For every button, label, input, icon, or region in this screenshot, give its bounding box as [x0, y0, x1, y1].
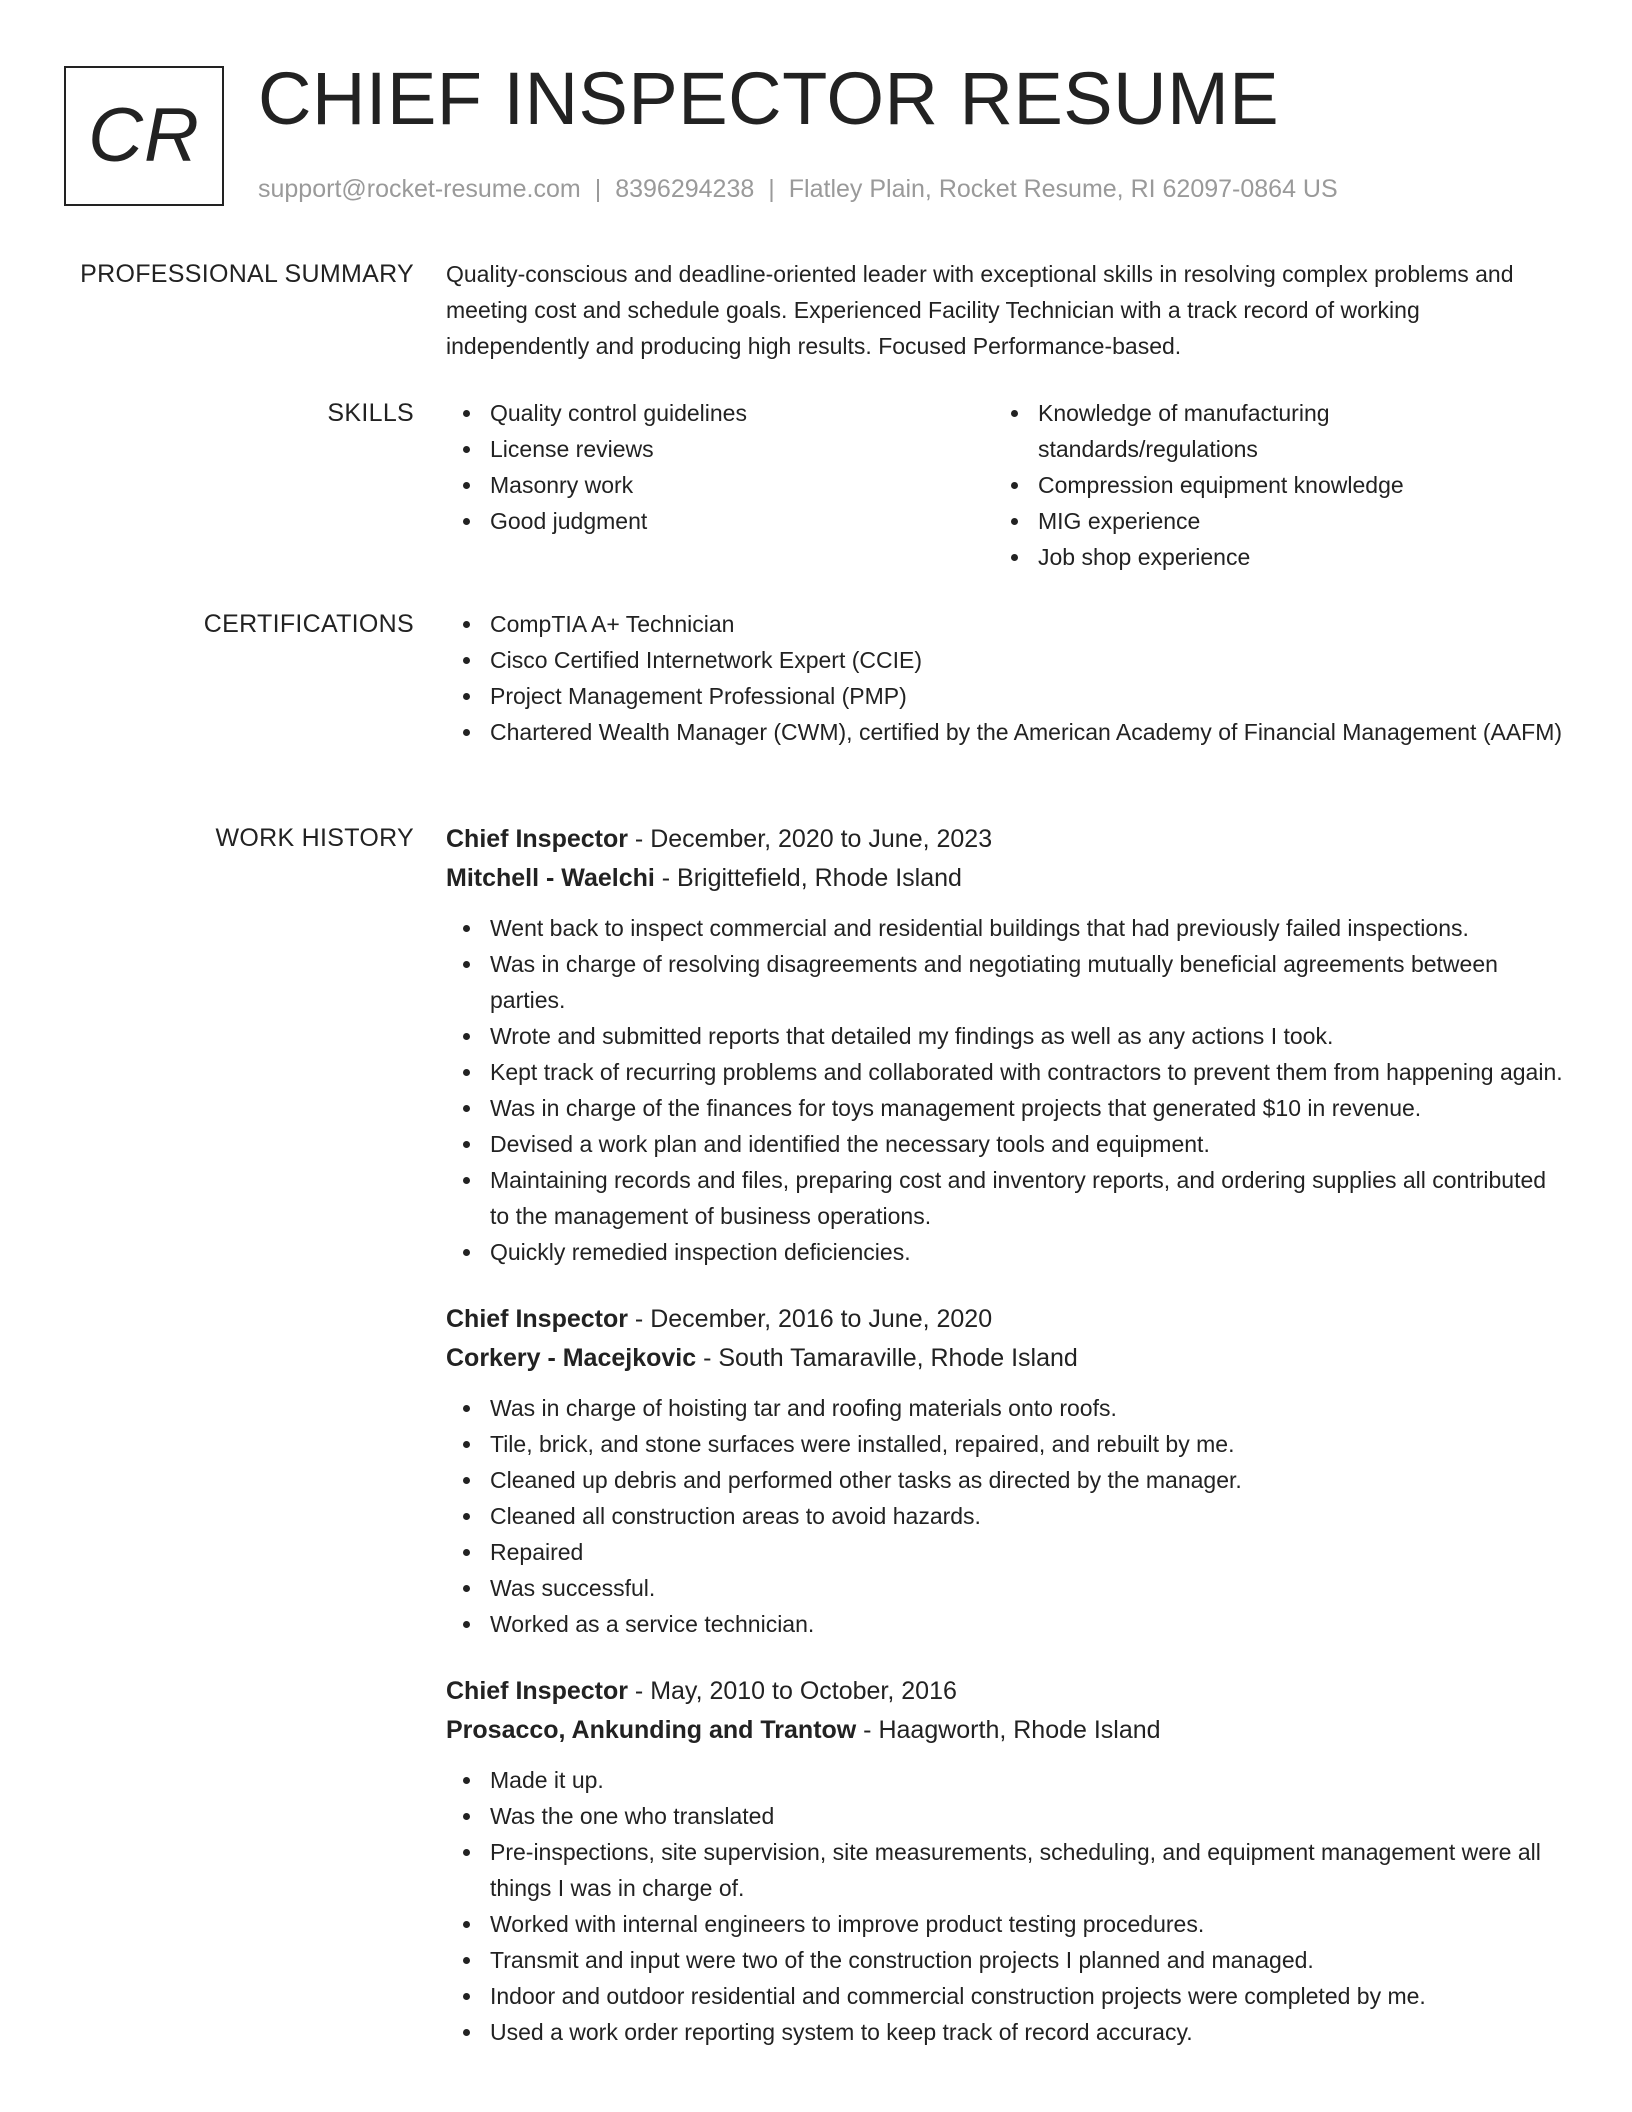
job-company-line — [446, 1339, 1566, 1378]
job-title-line — [446, 1300, 1566, 1339]
job-duty-item: Wrote and submitted reports that detailed my findings as well as any actions I took. — [490, 1018, 1566, 1054]
job-duty-item: Maintaining records and files, preparing cost and inventory reports, and ordering supplies all contributed to the management of business operations. — [490, 1162, 1566, 1234]
job-title: Chief Inspector — [446, 825, 628, 853]
job-entry — [446, 820, 1566, 1270]
job-duty-item: Was the one who translated — [490, 1798, 1566, 1834]
job-company-line — [446, 859, 1566, 898]
job-company-line — [446, 1711, 1566, 1750]
job-duty-item: Kept track of recurring problems and collaborated with contractors to prevent them from happening again. — [490, 1054, 1566, 1090]
job-location: - Haagworth, Rhode Island — [856, 1716, 1161, 1744]
job-duty-item: Made it up. — [490, 1762, 1566, 1798]
job-duties-list — [446, 910, 1566, 1270]
skill-item: Good judgment — [490, 503, 994, 539]
skill-item: MIG experience — [1038, 503, 1542, 539]
section-label-certifications: CERTIFICATIONS — [203, 610, 414, 638]
job-duty-item: Was in charge of resolving disagreements and negotiating mutually beneficial agreements between parties. — [490, 946, 1566, 1018]
section-label-work-history: WORK HISTORY — [215, 824, 414, 852]
monogram-initials: CR — [88, 93, 200, 178]
skill-item: License reviews — [490, 431, 994, 467]
skills-column-left — [446, 395, 994, 575]
skills-list-left — [446, 395, 994, 539]
summary-text: Quality-conscious and deadline-oriented leader with exceptional skills in resolving complex problems and meeting cost and schedule goals. Experienced Facility Technician with a track record of working independently and producing high results. Focused Performance-based. — [446, 261, 1514, 359]
job-duty-item: Cleaned all construction areas to avoid hazards. — [490, 1498, 1566, 1534]
job-duties-list — [446, 1762, 1566, 2050]
contact-phone: 8396294238 — [615, 175, 755, 203]
skill-item: Job shop experience — [1038, 539, 1542, 575]
contact-address: Flatley Plain, Rocket Resume, RI 62097-0864 US — [788, 175, 1338, 203]
contact-separator: | — [594, 175, 602, 203]
job-company: Prosacco, Ankunding and Trantow — [446, 1716, 857, 1744]
section-label-summary: PROFESSIONAL SUMMARY — [80, 260, 414, 288]
job-duty-item: Repaired — [490, 1534, 1566, 1570]
certification-item: Project Management Professional (PMP) — [490, 678, 1566, 714]
job-dates: - December, 2016 to June, 2020 — [627, 1305, 993, 1333]
section-label-skills: SKILLS — [327, 399, 414, 427]
work-history-body — [446, 820, 1566, 2080]
contact-separator: | — [768, 175, 775, 203]
job-duties-list — [446, 1390, 1566, 1642]
certification-item: Chartered Wealth Manager (CWM), certified by the American Academy of Financial Management (AAFM) — [490, 714, 1566, 750]
job-company: Mitchell - Waelchi — [446, 864, 655, 892]
job-duty-item: Indoor and outdoor residential and commercial construction projects were completed by me. — [490, 1978, 1566, 2014]
job-dates: - December, 2020 to June, 2023 — [627, 825, 993, 853]
job-title-line — [446, 820, 1566, 859]
job-duty-item: Tile, brick, and stone surfaces were installed, repaired, and rebuilt by me. — [490, 1426, 1566, 1462]
contact-line — [258, 174, 1338, 204]
job-duty-item: Was successful. — [490, 1570, 1566, 1606]
summary-body — [446, 256, 1566, 364]
job-entry — [446, 1672, 1566, 2050]
job-dates: - May, 2010 to October, 2016 — [627, 1677, 957, 1705]
job-title-line — [446, 1672, 1566, 1711]
job-duty-item: Went back to inspect commercial and residential buildings that had previously failed inspections. — [490, 910, 1566, 946]
job-duty-item: Worked with internal engineers to improve product testing procedures. — [490, 1906, 1566, 1942]
certifications-list — [446, 606, 1566, 750]
skills-column-right — [994, 395, 1542, 575]
job-duty-item: Quickly remedied inspection deficiencies. — [490, 1234, 1566, 1270]
job-entry — [446, 1300, 1566, 1642]
job-duty-item: Devised a work plan and identified the necessary tools and equipment. — [490, 1126, 1566, 1162]
certification-item: CompTIA A+ Technician — [490, 606, 1566, 642]
job-title: Chief Inspector — [446, 1677, 628, 1705]
job-duty-item: Transmit and input were two of the construction projects I planned and managed. — [490, 1942, 1566, 1978]
job-duty-item: Cleaned up debris and performed other tasks as directed by the manager. — [490, 1462, 1566, 1498]
certification-item: Cisco Certified Internetwork Expert (CCIE) — [490, 642, 1566, 678]
job-duty-item: Was in charge of the finances for toys management projects that generated $10 in revenue. — [490, 1090, 1566, 1126]
skill-item: Quality control guidelines — [490, 395, 994, 431]
skill-item: Masonry work — [490, 467, 994, 503]
skill-item: Knowledge of manufacturing standards/regulations — [1038, 395, 1542, 467]
job-location: - Brigittefield, Rhode Island — [654, 864, 962, 892]
skills-body — [446, 395, 1566, 575]
resume-title: CHIEF INSPECTOR RESUME — [258, 57, 1280, 140]
job-duty-item: Worked as a service technician. — [490, 1606, 1566, 1642]
certifications-body — [446, 606, 1566, 750]
job-duty-item: Was in charge of hoisting tar and roofing materials onto roofs. — [490, 1390, 1566, 1426]
job-duty-item: Pre-inspections, site supervision, site measurements, scheduling, and equipment management were all things I was in charge of. — [490, 1834, 1566, 1906]
job-duty-item: Used a work order reporting system to keep track of record accuracy. — [490, 2014, 1566, 2050]
job-location: - South Tamaraville, Rhode Island — [696, 1344, 1078, 1372]
job-company: Corkery - Macejkovic — [446, 1344, 697, 1372]
job-title: Chief Inspector — [446, 1305, 628, 1333]
contact-email: support@rocket-resume.com — [258, 175, 581, 203]
skill-item: Compression equipment knowledge — [1038, 467, 1542, 503]
skills-list-right — [994, 395, 1542, 575]
monogram-box — [64, 66, 224, 206]
